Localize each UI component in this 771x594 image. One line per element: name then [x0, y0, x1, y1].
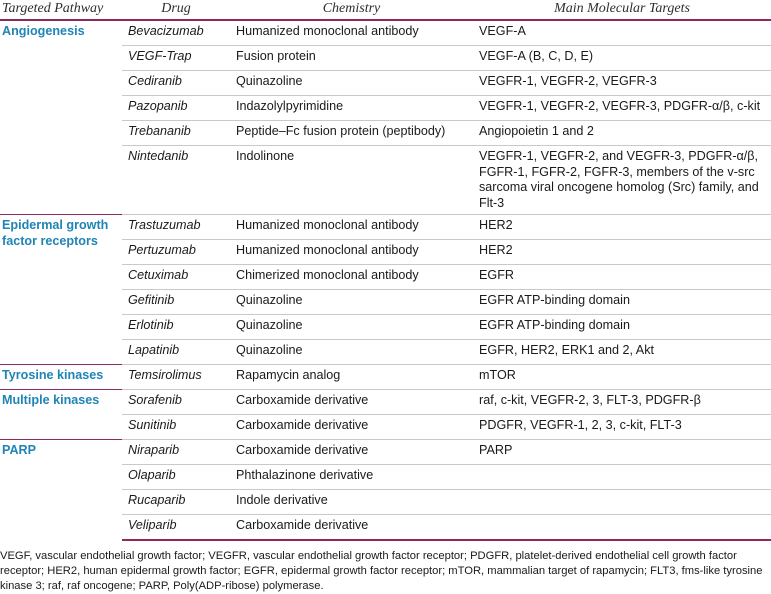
drug-cell: Pazopanib	[122, 96, 230, 121]
drug-cell: Pertuzumab	[122, 240, 230, 265]
pathway-cell: Epidermal growth factor receptors	[0, 215, 122, 365]
drug-cell: Olaparib	[122, 465, 230, 490]
chemistry-cell: Quinazoline	[230, 290, 473, 315]
header-targeted-pathway: Targeted Pathway	[0, 0, 122, 20]
targets-cell: VEGFR-1, VEGFR-2, and VEGFR-3, PDGFR-α/β, FGFR-1, FGFR-2, FGFR-3, members of the v-src sarcoma viral oncogene homolog (Src) family, and Flt-3	[473, 146, 771, 215]
drug-cell: Cetuximab	[122, 265, 230, 290]
drug-cell: Rucaparib	[122, 490, 230, 515]
targets-cell: EGFR, HER2, ERK1 and 2, Akt	[473, 340, 771, 365]
targets-cell: Angiopoietin 1 and 2	[473, 121, 771, 146]
table-row	[0, 440, 771, 465]
header-drug: Drug	[122, 0, 230, 20]
pathway-cell: Tyrosine kinases	[0, 365, 122, 390]
header-row	[0, 0, 771, 20]
table-row	[0, 20, 771, 46]
table-body	[0, 20, 771, 540]
chemistry-cell: Humanized monoclonal antibody	[230, 215, 473, 240]
drug-cell: Erlotinib	[122, 315, 230, 340]
chemistry-cell: Chimerized monoclonal antibody	[230, 265, 473, 290]
targets-cell	[473, 465, 771, 490]
table-row	[0, 390, 771, 415]
targets-cell: VEGFR-1, VEGFR-2, VEGFR-3, PDGFR-α/β, c-kit	[473, 96, 771, 121]
pathway-cell: Angiogenesis	[2, 24, 85, 38]
chemistry-cell: Quinazoline	[230, 340, 473, 365]
drug-cell: Sorafenib	[122, 390, 230, 415]
targets-cell: HER2	[473, 240, 771, 265]
targets-cell: PARP	[473, 440, 771, 465]
header-main-molecular-targets: Main Molecular Targets	[473, 0, 771, 20]
drug-cell: Trebananib	[122, 121, 230, 146]
targets-cell: PDGFR, VEGFR-1, 2, 3, c-kit, FLT-3	[473, 415, 771, 440]
drug-cell: Trastuzumab	[122, 215, 230, 240]
targets-cell: HER2	[473, 215, 771, 240]
chemistry-cell: Carboxamide derivative	[230, 515, 473, 541]
chemistry-cell: Carboxamide derivative	[230, 415, 473, 440]
drug-cell: VEGF-Trap	[122, 46, 230, 71]
chemistry-cell: Humanized monoclonal antibody	[230, 240, 473, 265]
targets-cell: EGFR	[473, 265, 771, 290]
pathway-cell: Multiple kinases	[0, 390, 122, 440]
targets-cell	[473, 515, 771, 541]
drug-cell: Nintedanib	[122, 146, 230, 215]
targets-cell: mTOR	[473, 365, 771, 390]
drug-cell: Bevacizumab	[128, 24, 204, 38]
chemistry-cell: Peptide–Fc fusion protein (peptibody)	[230, 121, 473, 146]
chemistry-cell: Indolinone	[230, 146, 473, 215]
chemistry-cell: Indole derivative	[230, 490, 473, 515]
chemistry-cell: Phthalazinone derivative	[230, 465, 473, 490]
targets-cell: EGFR ATP-binding domain	[473, 315, 771, 340]
drug-cell: Temsirolimus	[122, 365, 230, 390]
chemistry-cell: Humanized monoclonal antibody	[236, 24, 419, 38]
table-row	[0, 215, 771, 240]
targets-cell: EGFR ATP-binding domain	[473, 290, 771, 315]
targets-cell: VEGF-A	[479, 24, 526, 38]
chemistry-cell: Carboxamide derivative	[230, 440, 473, 465]
drug-cell: Lapatinib	[122, 340, 230, 365]
drug-cell: Veliparib	[122, 515, 230, 541]
targets-cell	[473, 490, 771, 515]
table-row	[0, 365, 771, 390]
chemistry-cell: Fusion protein	[230, 46, 473, 71]
chemistry-cell: Carboxamide derivative	[230, 390, 473, 415]
header-chemistry: Chemistry	[230, 0, 473, 20]
drug-cell: Niraparib	[122, 440, 230, 465]
drug-cell: Gefitinib	[122, 290, 230, 315]
drug-cell: Sunitinib	[122, 415, 230, 440]
chemistry-cell: Rapamycin analog	[230, 365, 473, 390]
targets-cell: VEGFR-1, VEGFR-2, VEGFR-3	[473, 71, 771, 96]
chemistry-cell: Quinazoline	[230, 315, 473, 340]
table-footnote: VEGF, vascular endothelial growth factor; VEGFR, vascular endothelial growth factor receptor; PDGFR, platelet-derived endothelial cell growth factor receptor; HER2, human epidermal growth factor; EGFR, epidermal growth factor receptor; mTOR, mammalian target of rapamycin; FLT3, fms-like tyrosine kinase 3; raf, raf oncogene; PARP, Poly(ADP-ribose) polymerase.	[0, 550, 763, 593]
drug-cell: Cediranib	[122, 71, 230, 96]
targets-cell: raf, c-kit, VEGFR-2, 3, FLT-3, PDGFR-β	[473, 390, 771, 415]
chemistry-cell: Indazolylpyrimidine	[230, 96, 473, 121]
pathway-cell: PARP	[0, 440, 122, 541]
chemistry-cell: Quinazoline	[230, 71, 473, 96]
targets-cell: VEGF-A (B, C, D, E)	[473, 46, 771, 71]
